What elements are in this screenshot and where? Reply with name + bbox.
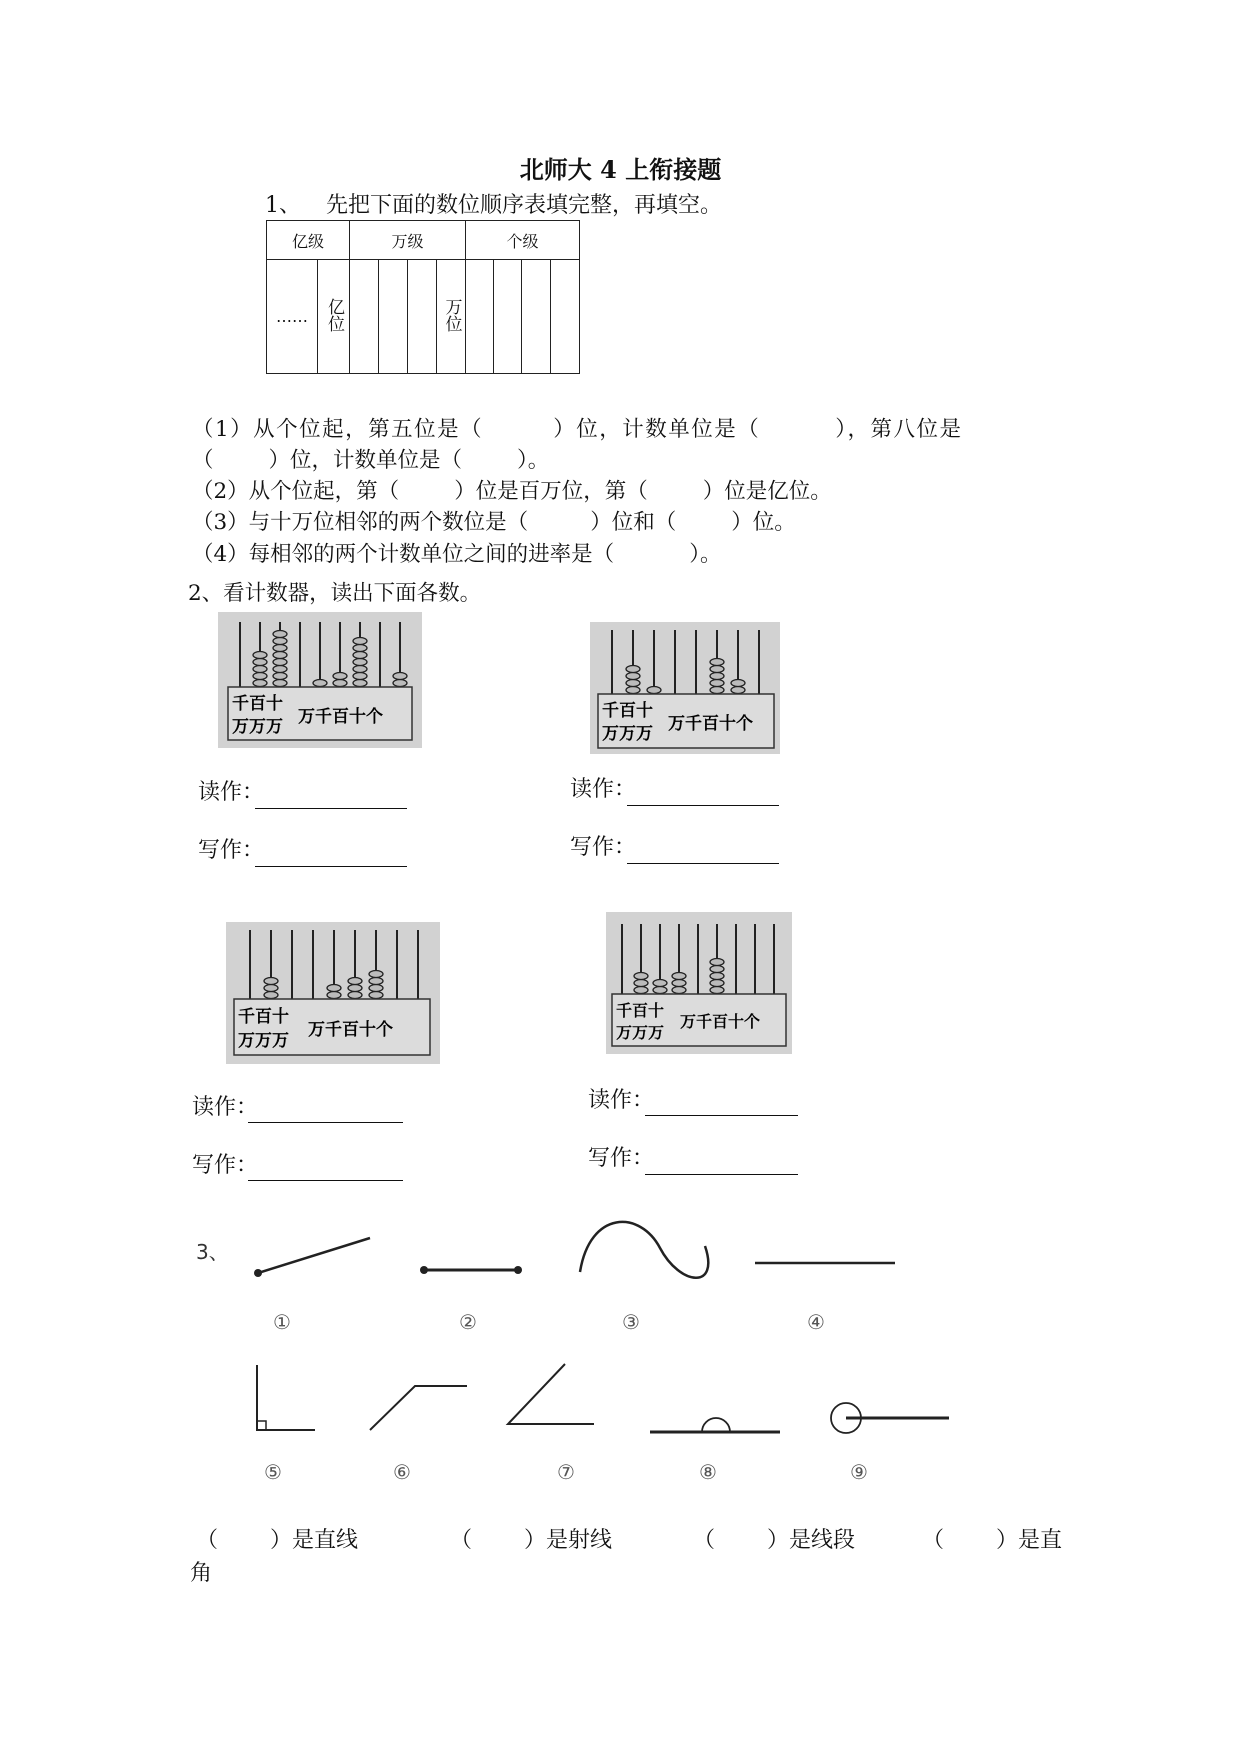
figure-6-bent-line [370, 1386, 467, 1430]
answer-right-angle-cont: 角 [190, 1561, 213, 1586]
figure-number: ① [273, 1310, 291, 1334]
item-2: （2）从个位起，第（ ）位是百万位，第（ ）位是亿位。 [192, 479, 832, 504]
question-number: 1、 [265, 193, 301, 218]
header-ge: 个级 [466, 221, 580, 260]
figure-number: ④ [807, 1310, 825, 1334]
item-1-line-2: （ ）位，计数单位是（ ）。 [192, 448, 550, 473]
page-title: 北师大 4 上衔接题 [519, 155, 722, 184]
figure-number: ⑤ [264, 1460, 282, 1484]
abacus-right-label: 万千百十个 [298, 707, 383, 727]
cell-dots: …… [267, 260, 318, 374]
header-wan: 万级 [350, 221, 466, 260]
figure-number: ③ [622, 1310, 640, 1334]
abacus-bottom-labels: 万万万 [616, 1023, 665, 1042]
header-yi: 亿级 [267, 221, 350, 260]
cell-wan: 万位 [437, 260, 466, 374]
figure-3-curve [580, 1222, 708, 1278]
abacus-top-labels: 千百十 [238, 1007, 289, 1027]
write-label: 写作： [588, 1146, 655, 1171]
answer-segment: （ ）是线段 [693, 1528, 856, 1553]
item-4: （4）每相邻的两个计数单位之间的进率是（ ）。 [192, 542, 722, 567]
abacus-right-label: 万千百十个 [308, 1020, 393, 1040]
read-label: 读作： [198, 780, 265, 805]
answer-straight-line: （ ）是直线 [196, 1528, 359, 1553]
item-3: （3）与十万位相邻的两个数位是（ ）位和（ ）位。 [192, 510, 796, 535]
write-label: 写作： [192, 1153, 259, 1178]
abacus-right-label: 万千百十个 [680, 1012, 761, 1031]
figure-7-angle [508, 1364, 594, 1424]
figure-2-segment [420, 1266, 522, 1274]
abacus-bottom-labels: 万万万 [238, 1031, 289, 1051]
read-label: 读作： [192, 1095, 259, 1120]
figure-number: ② [459, 1310, 477, 1334]
figure-8-straight-angle [650, 1418, 780, 1432]
abacus-top-labels: 千百十 [616, 1001, 665, 1020]
item-1-line-1: （1）从个位起，第五位是（ ）位，计数单位是（ ），第八位是 [192, 417, 963, 442]
read-label: 读作： [570, 777, 637, 802]
abacus-bottom-labels: 万万万 [602, 724, 653, 744]
cell-yi: 亿位 [318, 260, 350, 374]
question-text: 先把下面的数位顺序表填完整，再填空。 [326, 193, 723, 218]
figure-number: ⑦ [557, 1460, 575, 1484]
figure-9-full-angle [831, 1403, 949, 1433]
answer-right-angle: （ ）是直 [922, 1528, 1063, 1553]
write-label: 写作： [198, 838, 265, 863]
question-3-number: 3、 [196, 1240, 229, 1264]
read-label: 读作： [588, 1088, 655, 1113]
figure-number: ⑥ [393, 1460, 411, 1484]
answer-ray: （ ）是射线 [450, 1528, 613, 1553]
figure-5-right-angle [257, 1365, 315, 1430]
write-label: 写作： [570, 835, 637, 860]
figure-number: ⑨ [850, 1460, 868, 1484]
question-2-prompt: 2、看计数器，读出下面各数。 [188, 581, 482, 606]
figure-number: ⑧ [699, 1460, 717, 1484]
figure-1-ray [254, 1238, 370, 1277]
abacus-top-labels: 千百十 [602, 701, 653, 721]
abacus-top-labels: 千百十 [232, 694, 283, 714]
abacus-bottom-labels: 万万万 [232, 717, 283, 737]
abacus-right-label: 万千百十个 [668, 714, 753, 734]
